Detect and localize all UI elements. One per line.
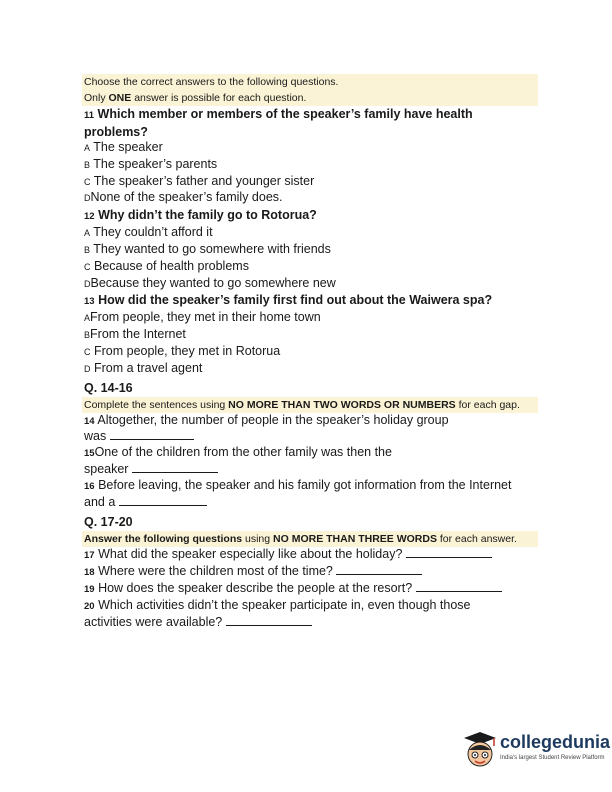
logo-wordmark: collegedunia [500,732,611,752]
option-a: A The speaker [84,140,163,154]
option-b: B They wanted to go somewhere with friends [84,241,331,256]
section-3-instruction: Answer the following questions using NO MORE THAN THREE WORDS for each answer. [82,531,538,547]
answer-blank[interactable] [110,429,194,440]
question-text: 11 Which member or members of the speaker’s family have health problems? [84,107,473,139]
option-b: BFrom the Internet [84,327,186,342]
option-a: A They couldn’t afford it [84,225,213,240]
option-b: B The speaker’s parents [84,156,218,171]
option-a: AFrom people, they met in their home town [84,310,321,325]
gap-item-14: 14 Altogether, the number of people in the speaker’s holiday group was [84,412,449,444]
logo-tagline: India's largest Student Review Platform [500,755,605,761]
answer-blank[interactable] [119,495,207,506]
question-13 [84,292,538,377]
section-title-17-20: Q. 17-20 [84,515,133,530]
question-text: 12 Why didn’t the family go to Rotorua? [84,208,317,223]
collegedunia-logo [460,728,610,776]
question-18: 18 Where were the children most of the time? [84,564,538,581]
answer-blank[interactable] [416,581,502,592]
question-17: 17 What did the speaker especially like about the holiday? [84,547,538,564]
question-11 [84,106,538,207]
section-title-14-16: Q. 14-16 [84,380,133,395]
option-d: DNone of the speaker’s family does. [84,190,283,205]
worksheet [84,74,538,630]
answer-blank[interactable] [406,547,492,558]
answer-blank[interactable] [132,462,218,473]
question-12 [84,207,538,292]
option-d: DBecause they wanted to go somewhere new [84,275,336,290]
question-19: 19 How does the speaker describe the people at the resort? [84,581,538,598]
section-2-instruction: Complete the sentences using NO MORE THAN TWO WORDS OR NUMBERS for each gap. [82,397,538,413]
question-20: 20 Which activities didn’t the speaker participate in, even though those activities were available? [84,597,471,629]
option-d: D From a travel agent [84,360,203,375]
gap-item-16: 16 Before leaving, the speaker and his family got information from the Internet and a [84,477,512,509]
answer-blank[interactable] [226,615,312,626]
option-c: C Because of health problems [84,258,249,273]
answer-blank[interactable] [336,564,422,575]
student-mascot-icon [460,728,498,772]
question-text: 13 How did the speaker’s family first find out about the Waiwera spa? [84,293,493,308]
option-c: C The speaker’s father and younger sister [84,173,315,188]
gap-item-15: 15One of the children from the other family was then the speaker [84,445,392,476]
option-c: C From people, they met in Rotorua [84,343,281,358]
instruction-line-2: Only ONE answer is possible for each question. [82,90,538,106]
instruction-line-1: Choose the correct answers to the following questions. [82,74,538,90]
